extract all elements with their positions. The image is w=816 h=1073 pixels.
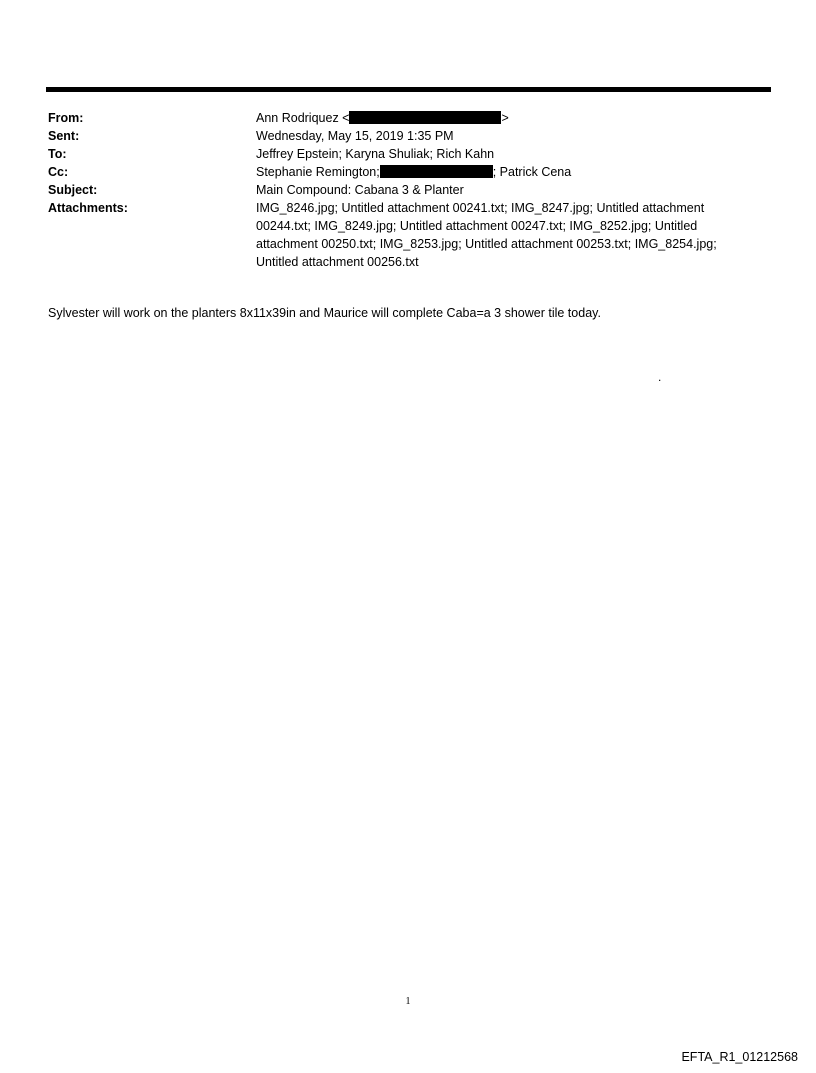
stray-mark: . (658, 370, 662, 384)
sent-value: Wednesday, May 15, 2019 1:35 PM (256, 129, 454, 143)
sent-row (48, 127, 768, 145)
from-value (256, 109, 768, 127)
document-id: EFTA_R1_01212568 (681, 1050, 798, 1064)
attachments-value (256, 199, 768, 271)
cc-rest: ; Patrick Cena (492, 165, 572, 179)
attachments-row (48, 199, 768, 271)
to-row (48, 145, 768, 163)
subject-row (48, 181, 768, 199)
header-divider (46, 87, 771, 92)
to-value: Jeffrey Epstein; Karyna Shuliak; Rich Kahn (256, 147, 495, 161)
redaction-box (349, 111, 501, 124)
subject-label: Subject: (48, 183, 98, 197)
to-label: To: (48, 147, 67, 161)
cc-first: Stephanie Remington; (256, 165, 380, 179)
sent-label: Sent: (48, 129, 80, 143)
page-number: 1 (405, 996, 411, 1007)
email-header (48, 109, 768, 271)
from-row (48, 109, 768, 127)
email-body: Sylvester will work on the planters 8x11x39in and Maurice will complete Caba=a 3 shower tile today. (48, 306, 601, 320)
subject-value: Main Compound: Cabana 3 & Planter (256, 183, 464, 197)
attachments-line: attachment 00250.txt; IMG_8253.jpg; Untitled attachment 00253.txt; IMG_8254.jpg; (256, 237, 717, 251)
attachments-line: IMG_8246.jpg; Untitled attachment 00241.txt; IMG_8247.jpg; Untitled attachment (256, 201, 705, 215)
attachments-line: Untitled attachment 00256.txt (256, 255, 419, 269)
from-label: From: (48, 111, 84, 125)
from-name: Ann Rodriquez < (256, 111, 350, 125)
redaction-box (380, 165, 493, 178)
attachments-line: 00244.txt; IMG_8249.jpg; Untitled attachment 00247.txt; IMG_8252.jpg; Untitled (256, 219, 698, 233)
cc-row (48, 163, 768, 181)
attachments-label: Attachments: (48, 201, 128, 215)
cc-value (256, 163, 768, 181)
cc-label: Cc: (48, 165, 69, 179)
from-close: > (501, 111, 509, 125)
